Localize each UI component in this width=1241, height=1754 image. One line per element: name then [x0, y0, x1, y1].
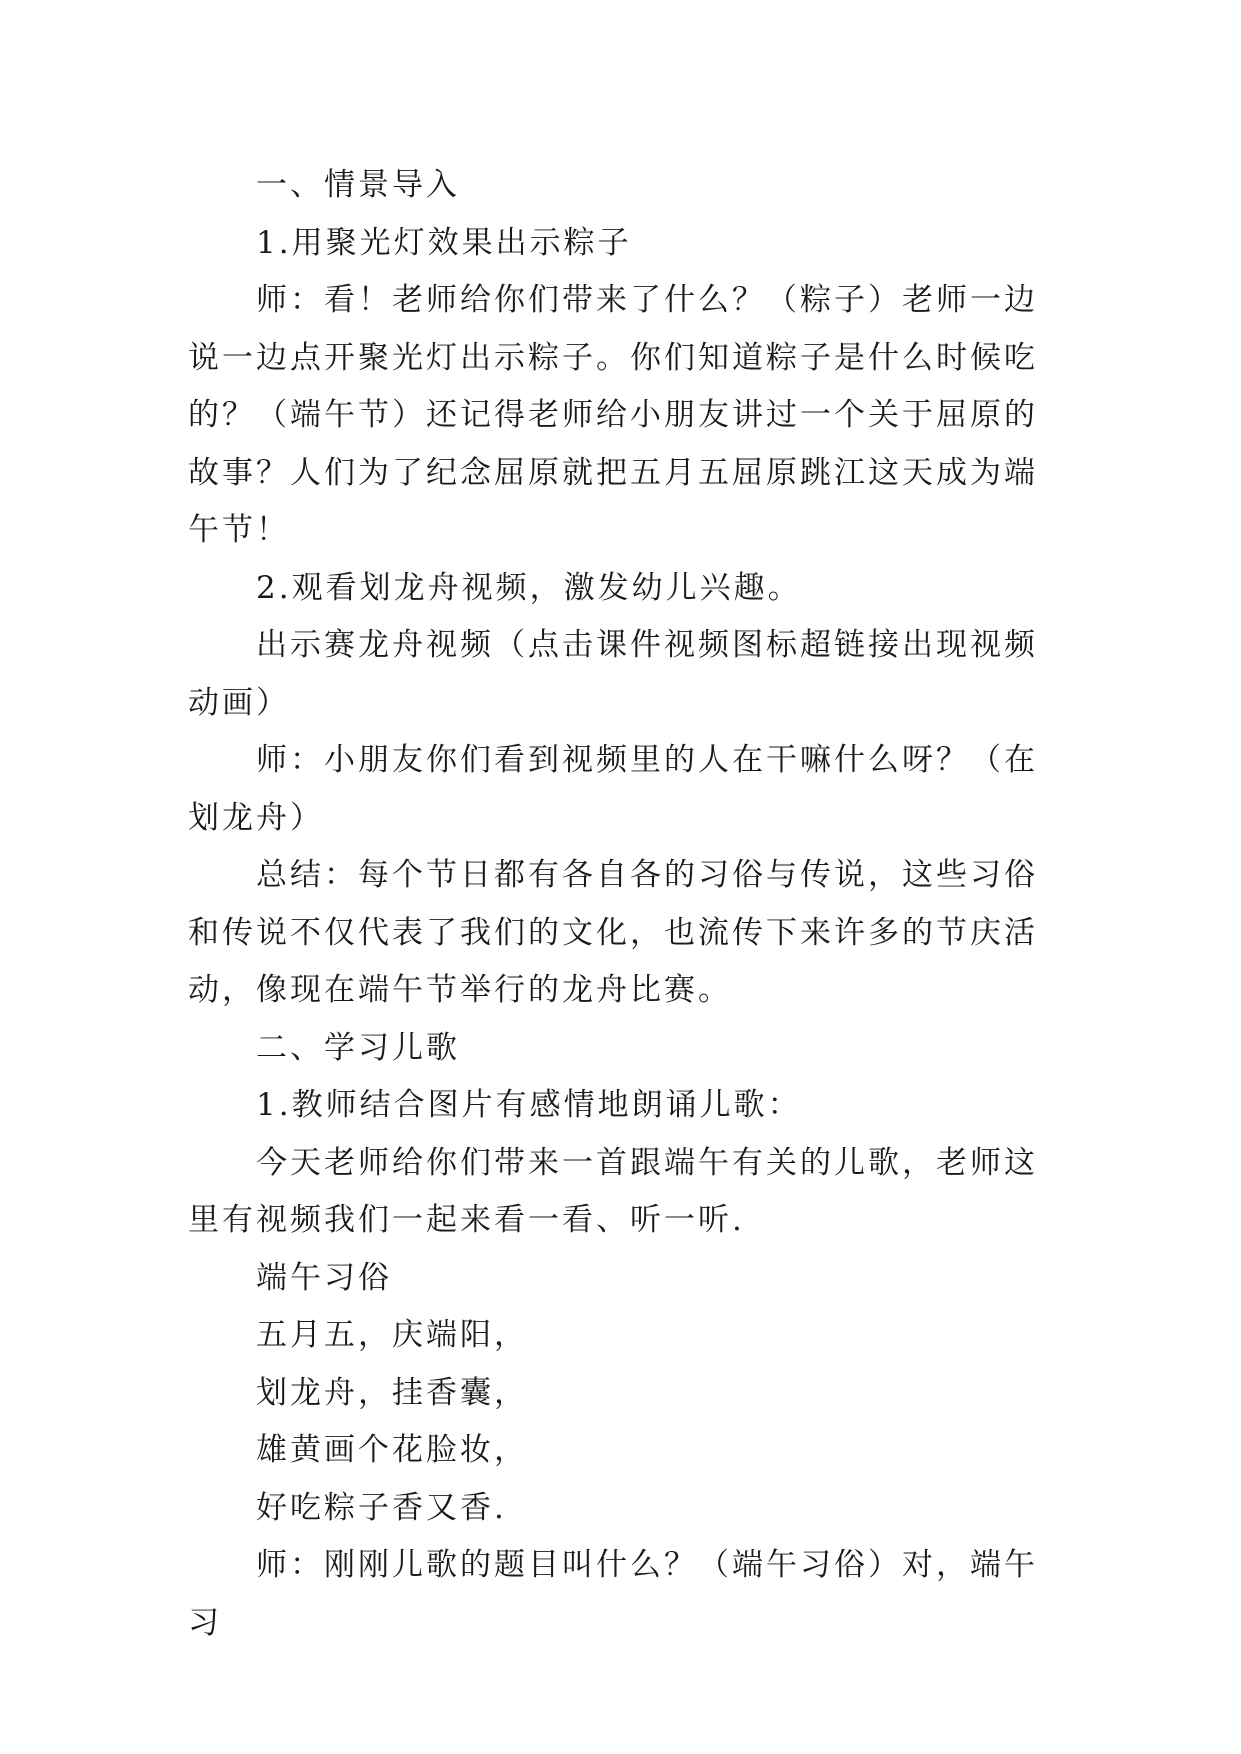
step-recite-rhyme: 1.教师结合图片有感情地朗诵儿歌：: [256, 1087, 802, 1123]
teacher-dialogue-zongzi: 师：看！老师给你们带来了什么？（粽子）老师一边说一边点开聚光灯出示粽子。你们知道粽子是什么时候吃的？（端午节）还记得老师给小朋友讲过一个关于屈原的故事？人们为了纪念屈原就把五月五屈原跳江这天成为端午节！: [188, 282, 1038, 548]
section-heading-intro: 一、情景导入: [256, 167, 460, 203]
summary-paragraph: 总结：每个节日都有各自各的习俗与传说，这些习俗和传说不仅代表了我们的文化，也流传下来许多的节庆活动，像现在端午节举行的龙舟比赛。: [188, 857, 1038, 1008]
rhyme-line: 雄黄画个花脸妆，: [256, 1432, 528, 1468]
step-dragon-boat-video: 2.观看划龙舟视频，激发幼儿兴趣。: [256, 569, 802, 606]
teacher-question-video: 师：小朋友你们看到视频里的人在干嘛什么呀？（在划龙舟）: [188, 742, 1038, 836]
rhyme-line: 划龙舟，挂香囊，: [256, 1374, 528, 1411]
teacher-rhyme-intro: 今天老师给你们带来一首跟端午有关的儿歌，老师这里有视频我们一起来看一看、听一听.: [188, 1144, 1038, 1238]
section-heading-rhyme: 二、学习儿歌: [256, 1029, 460, 1066]
document-body: [188, 157, 1054, 1652]
video-instruction: 出示赛龙舟视频（点击课件视频图标超链接出现视频动画）: [188, 627, 1038, 721]
rhyme-title: 端午习俗: [256, 1259, 392, 1296]
step-spotlight-zongzi: 1.用聚光灯效果出示粽子: [256, 224, 632, 261]
rhyme-line: 好吃粽子香又香.: [256, 1489, 507, 1526]
teacher-question-rhyme: 师：刚刚儿歌的题目叫什么？（端午习俗）对，端午习: [188, 1547, 1038, 1641]
rhyme-line: 五月五，庆端阳，: [256, 1317, 528, 1353]
